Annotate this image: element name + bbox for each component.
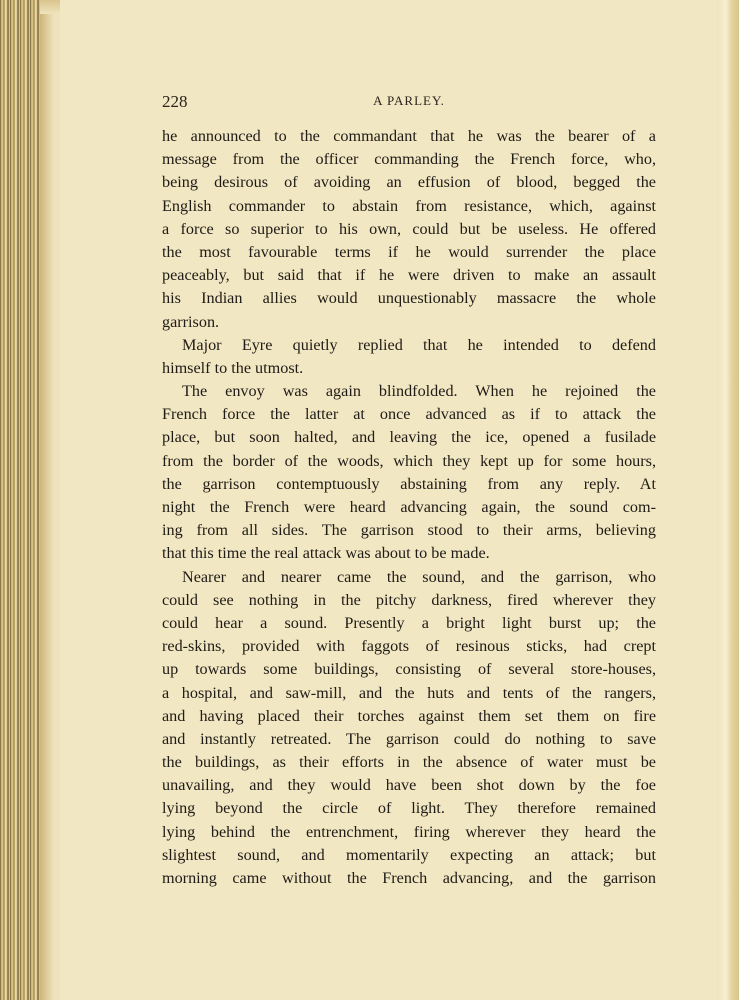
book-spine xyxy=(0,0,40,1000)
text-line: a force so superior to his own, could but be useless. He offered xyxy=(162,219,656,238)
text-line: and instantly retreated. The garrison could do nothing to save xyxy=(162,729,656,748)
text-line: night the French were heard advancing again, the sound com- xyxy=(162,498,656,516)
page-edge xyxy=(717,0,739,1000)
text-line: peaceably, but said that if he were driven to make an assault xyxy=(162,266,656,285)
text-line: The envoy was again blindfolded. When he rejoined the xyxy=(182,382,656,401)
paragraph xyxy=(162,334,656,380)
text-line: himself to the utmost. xyxy=(162,358,304,377)
text-line: the garrison contemptuously abstaining from any reply. At xyxy=(162,474,656,493)
text-line: French force the latter at once advanced as if to attack the xyxy=(162,405,656,424)
text-line: being desirous of avoiding an effusion of blood, begged the xyxy=(162,173,656,192)
text-line: Major Eyre quietly replied that he intended to defend xyxy=(182,335,656,354)
running-head: A PARLEY. xyxy=(373,93,445,108)
gutter-shadow xyxy=(40,0,54,1000)
text-line: ing from all sides. The garrison stood to their arms, believing xyxy=(162,521,656,540)
text-line: red-skins, provided with faggots of resinous sticks, had crept xyxy=(162,637,656,656)
text-line: lying beyond the circle of light. They therefore remained xyxy=(162,799,656,818)
text-line: English commander to abstain from resistance, which, against xyxy=(162,196,656,215)
text-line: from the border of the woods, which they kept up for some hours, xyxy=(162,451,656,470)
text-line: up towards some buildings, consisting of several store-houses, xyxy=(162,660,656,679)
text-line: morning came without the French advancing, and the garrison xyxy=(162,869,656,887)
text-line: slightest sound, and momentarily expecting an attack; but xyxy=(162,845,656,864)
text-line: could see nothing in the pitchy darkness, fired wherever they xyxy=(162,590,656,609)
text-line: lying behind the entrenchment, firing wherever they heard the xyxy=(162,822,656,841)
page-number: 228 xyxy=(162,92,188,111)
text-line: that this time the real attack was about to be made. xyxy=(162,544,490,563)
text-line: garrison. xyxy=(162,312,220,331)
text-line: he announced to the commandant that he was the bearer of a xyxy=(162,127,656,145)
text-line: the buildings, as their efforts in the absence of water must be xyxy=(162,753,656,772)
page-header xyxy=(162,92,656,114)
paragraph xyxy=(162,125,656,334)
paragraph xyxy=(162,566,656,891)
text-line: message from the officer commanding the French force, who, xyxy=(162,150,656,169)
text-line: the most favourable terms if he would surrender the place xyxy=(162,242,656,261)
paragraph xyxy=(162,380,656,566)
text-line: Nearer and nearer came the sound, and the garrison, who xyxy=(182,567,656,586)
text-line: and having placed their torches against them set them on fire xyxy=(162,706,656,725)
text-line: his Indian allies would unquestionably massacre the whole xyxy=(162,289,656,308)
text-line: could hear a sound. Presently a bright light burst up; the xyxy=(162,613,656,632)
text-line: place, but soon halted, and leaving the ice, opened a fusilade xyxy=(162,428,656,447)
body-text xyxy=(162,125,656,890)
text-line: unavailing, and they would have been shot down by the foe xyxy=(162,776,656,795)
text-line: a hospital, and saw-mill, and the huts and tents of the rangers, xyxy=(162,683,656,702)
